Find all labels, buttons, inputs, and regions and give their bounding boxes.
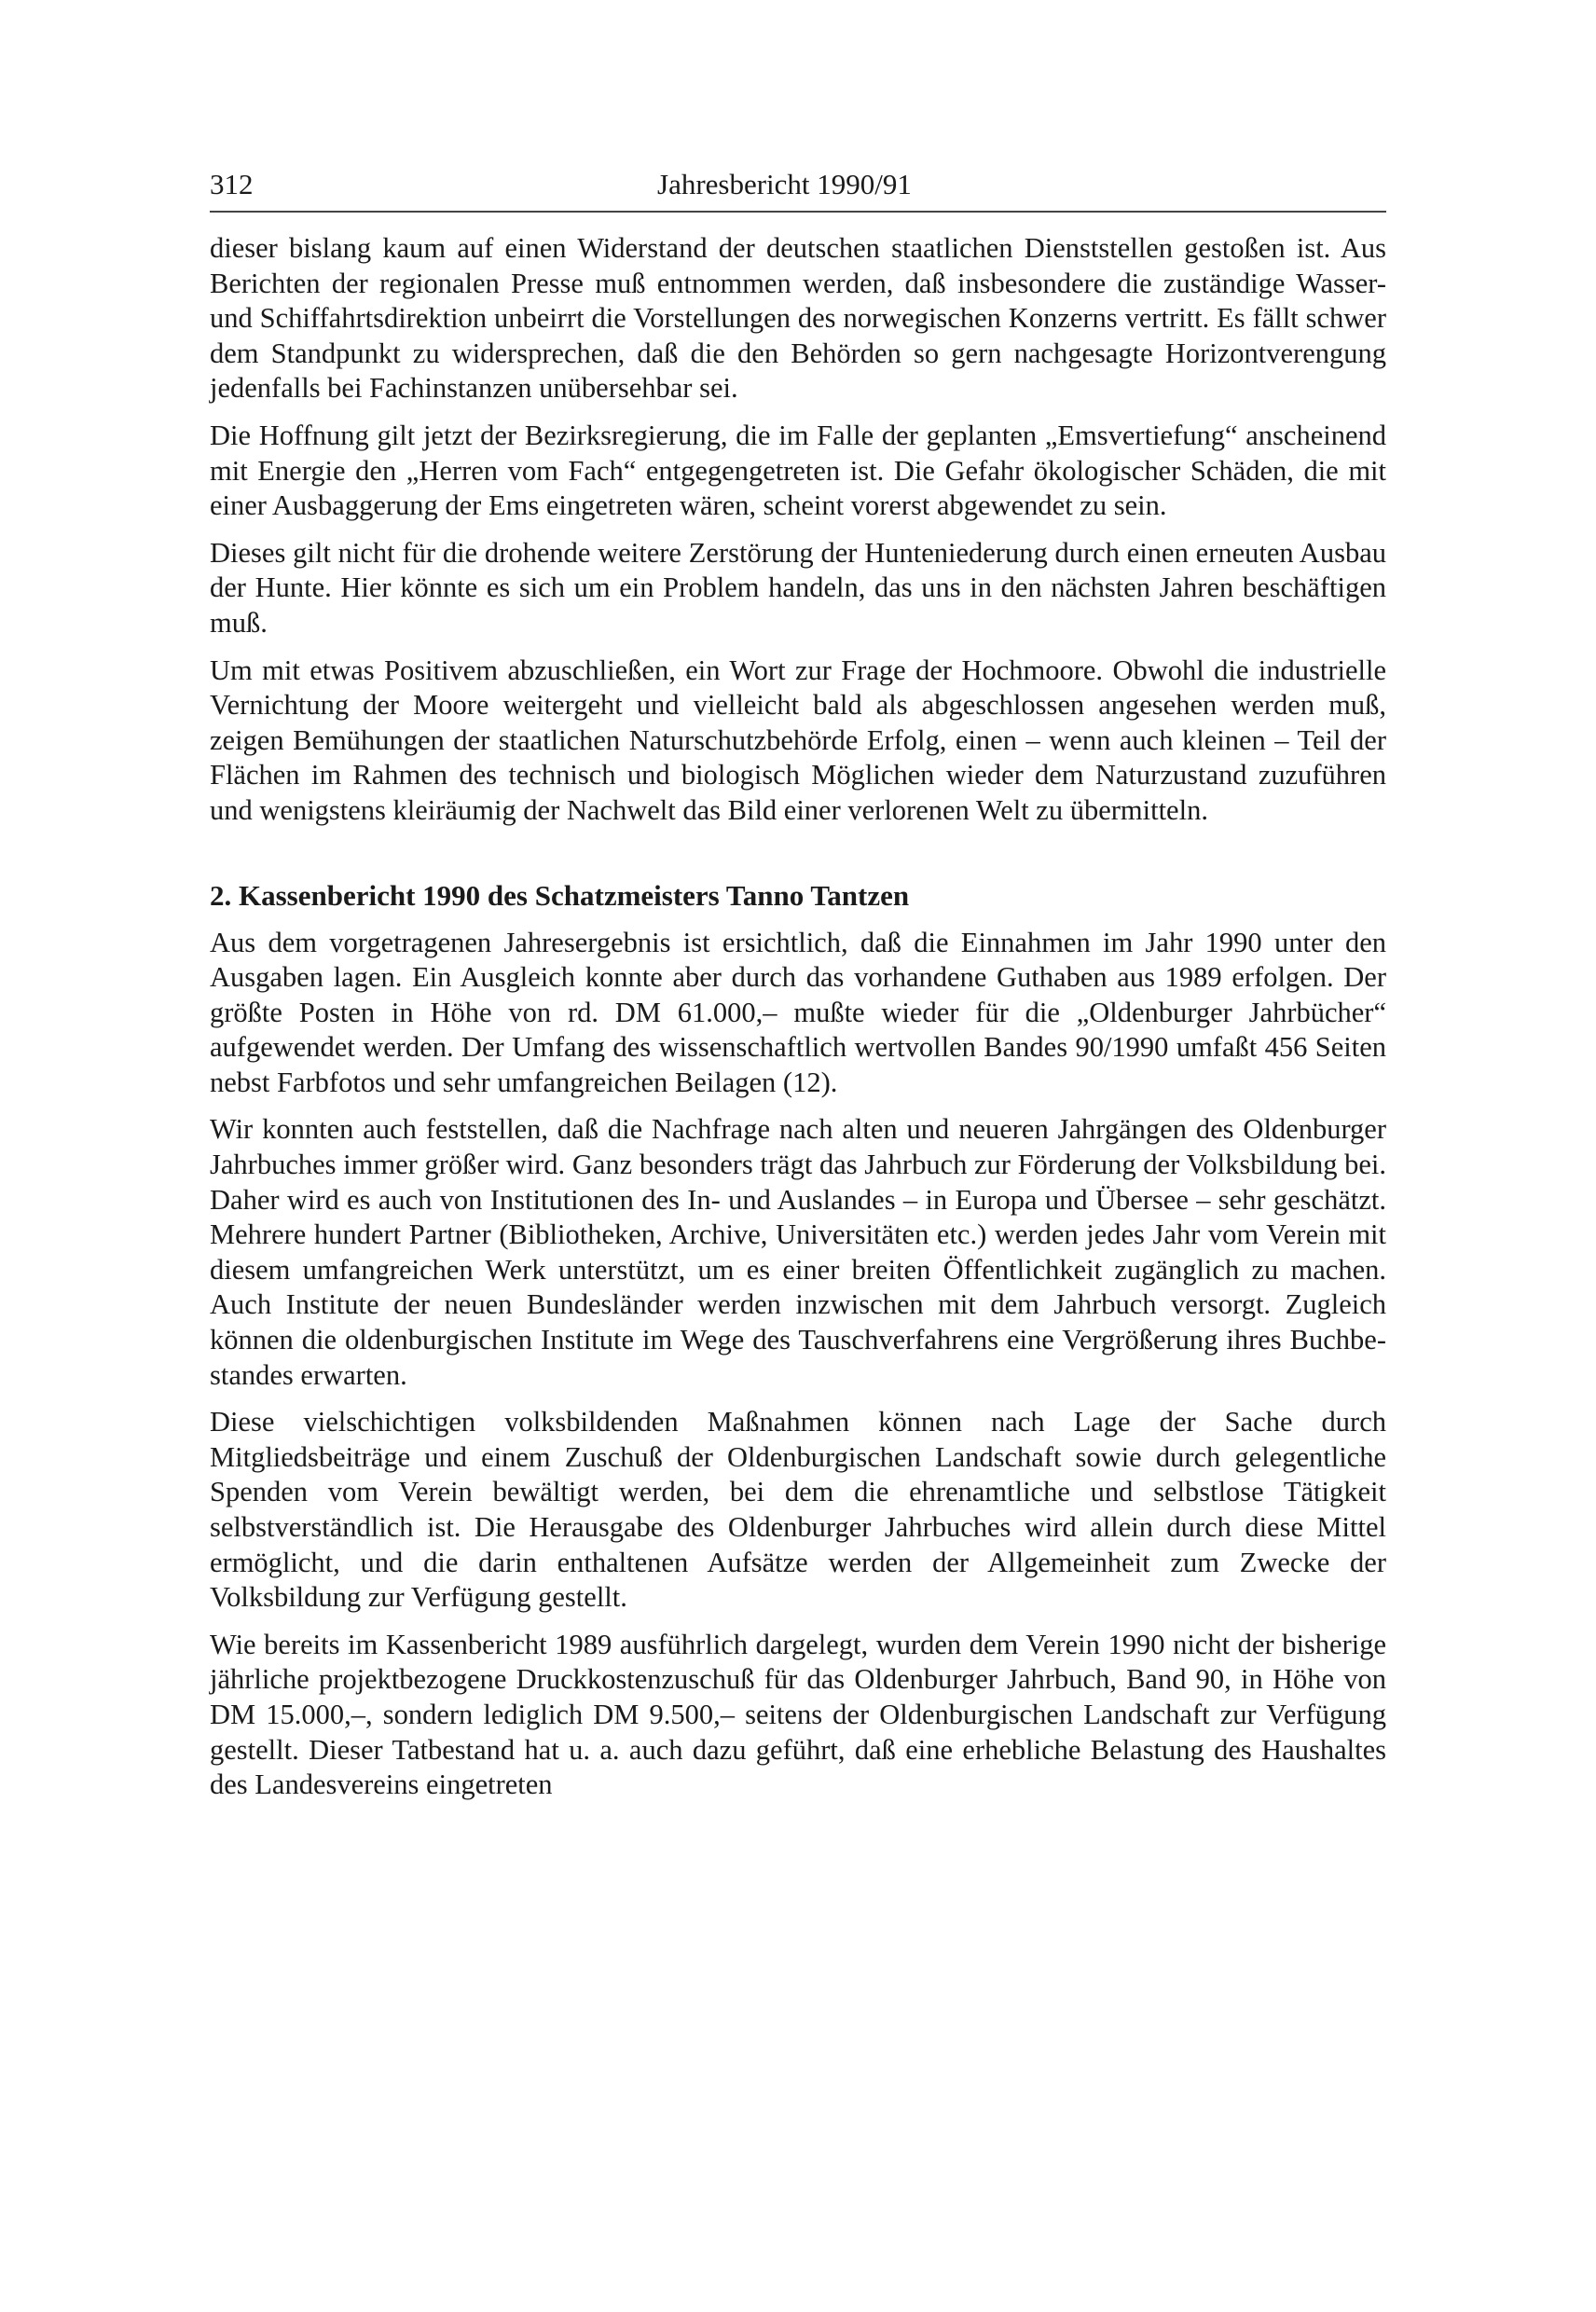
paragraph-hunteniederung: Dieses gilt nicht für die drohende weitere Zerstörung der Hunteniederung durch einen erneuten Ausbau der Hunte. Hier könnte es sich um ein Problem handeln, das uns in den nächsten Jahren beschäftigen muß. bbox=[210, 536, 1386, 639]
paragraph-jahresergebnis: Aus dem vorgetragenen Jahresergebnis ist ersichtlich, daß die Einnahmen im Jahr 1990 unter den Ausgaben lagen. Ein Ausgleich konnte aber durch das vorhandene Guthaben aus 1989 erfolgen. Der größte Posten in Höhe von rd. DM 61.000,– mußte wieder für die „Oldenburger Jahrbücher“ aufgewendet werden. Der Umfang des wissenschaftlich wertvollen Bandes 90/1990 umfaßt 456 Seiten nebst Farbfotos und sehr umfangreichen Beilagen (12). bbox=[210, 926, 1386, 1098]
page-number: 312 bbox=[210, 168, 254, 200]
paragraph-nachfrage: Wir konnten auch feststellen, daß die Nachfrage nach alten und neueren Jahrgängen des Oldenburger Jahrbuches immer größer wird. Ganz besonders trägt das Jahrbuch zur Förderung der Volksbildung bei. Daher wird es auch von Institutionen des In- und Auslandes – in Europa und Übersee – sehr geschätzt. Mehrere hundert Partner (Bibliotheken, Archive, Universitäten etc.) werden jedes Jahr vom Verein mit diesem umfangreichen Werk unterstützt, um es einer breiten Öffentlichkeit zugänglich zu machen. Auch Institute der neuen Bundesländer werden inzwischen mit dem Jahrbuch versorgt. Zugleich können die oldenburgischen Institute im Wege des Tauschverfahrens eine Vergrößerung ihres Buchbestandes erwarten. bbox=[210, 1113, 1386, 1391]
paragraph-widerstand: dieser bislang kaum auf einen Widerstand der deutschen staatlichen Dienststellen gestoßen ist. Aus Berichten der regionalen Presse muß entnommen werden, daß insbesondere die zuständige Wasser- und Schiffahrtsdirektion unbeirrt die Vorstellungen des norwegischen Konzerns vertritt. Es fällt schwer dem Standpunkt zu widersprechen, daß die den Behörden so gern nachgesagte Horizontverengung jedenfalls bei Fachinstanzen unübersehbar sei. bbox=[210, 232, 1386, 405]
body-text bbox=[210, 231, 1386, 1803]
paragraph-druckkostenzuschuss: Wie bereits im Kassenbericht 1989 ausführlich dargelegt, wurden dem Verein 1990 nicht der bisherige jährliche projektbezogene Druckkostenzuschuß für das Oldenburger Jahrbuch, Band 90, in Höhe von DM 15.000,–, sondern lediglich DM 9.500,– seitens der Oldenburgischen Landschaft zur Verfügung gestellt. Dieser Tatbestand hat u. a. auch dazu geführt, daß eine erhebliche Belastung des Haushaltes des Landesvereins eingetreten bbox=[210, 1628, 1386, 1801]
paragraph-hochmoore: Um mit etwas Positivem abzuschließen, ein Wort zur Frage der Hochmoore. Obwohl die industrielle Vernichtung der Moore weitergeht und vielleicht bald als abgeschlossen angesehen werden muß, zeigen Bemühungen der staatlichen Naturschutzbehörde Erfolg, einen – wenn auch kleinen – Teil der Flächen im Rahmen des technisch und biologisch Möglichen wieder dem Naturzustand zuzuführen und wenigstens kleiräumig der Nachwelt das Bild einer verlorenen Welt zu übermitteln. bbox=[210, 654, 1386, 826]
paragraph-volksbildung: Diese vielschichtigen volksbildenden Maßnahmen können nach Lage der Sache durch Mitgliedsbeiträge und einem Zuschuß der Oldenburgischen Landschaft sowie durch gelegentliche Spenden vom Verein bewältigt werden, bei dem die ehrenamtliche und selbstlose Tätigkeit selbstverständlich ist. Die Herausgabe des Oldenburger Jahrbuches wird allein durch diese Mittel ermöglicht, und die darin enthaltenen Aufsätze werden der Allgemeinheit zum Zwecke der Volksbildung zur Verfügung gestellt. bbox=[210, 1406, 1386, 1614]
section-heading: 2. Kassenbericht 1990 des Schatzmeisters Tanno Tantzen bbox=[210, 878, 910, 912]
document-page bbox=[210, 166, 1386, 1815]
running-header bbox=[210, 166, 1386, 213]
running-title: Jahresbericht 1990/91 bbox=[657, 168, 912, 200]
paragraph-bezirksregierung: Die Hoffnung gilt jetzt der Bezirksregierung, die im Falle der geplanten „Emsvertiefung“ anscheinend mit Energie den „Herren vom Fach“ entgegengetreten ist. Die Gefahr ökologischer Schäden, die mit einer Ausbaggerung der Ems eingetreten wären, scheint vorerst abgewendet zu sein. bbox=[210, 419, 1386, 522]
